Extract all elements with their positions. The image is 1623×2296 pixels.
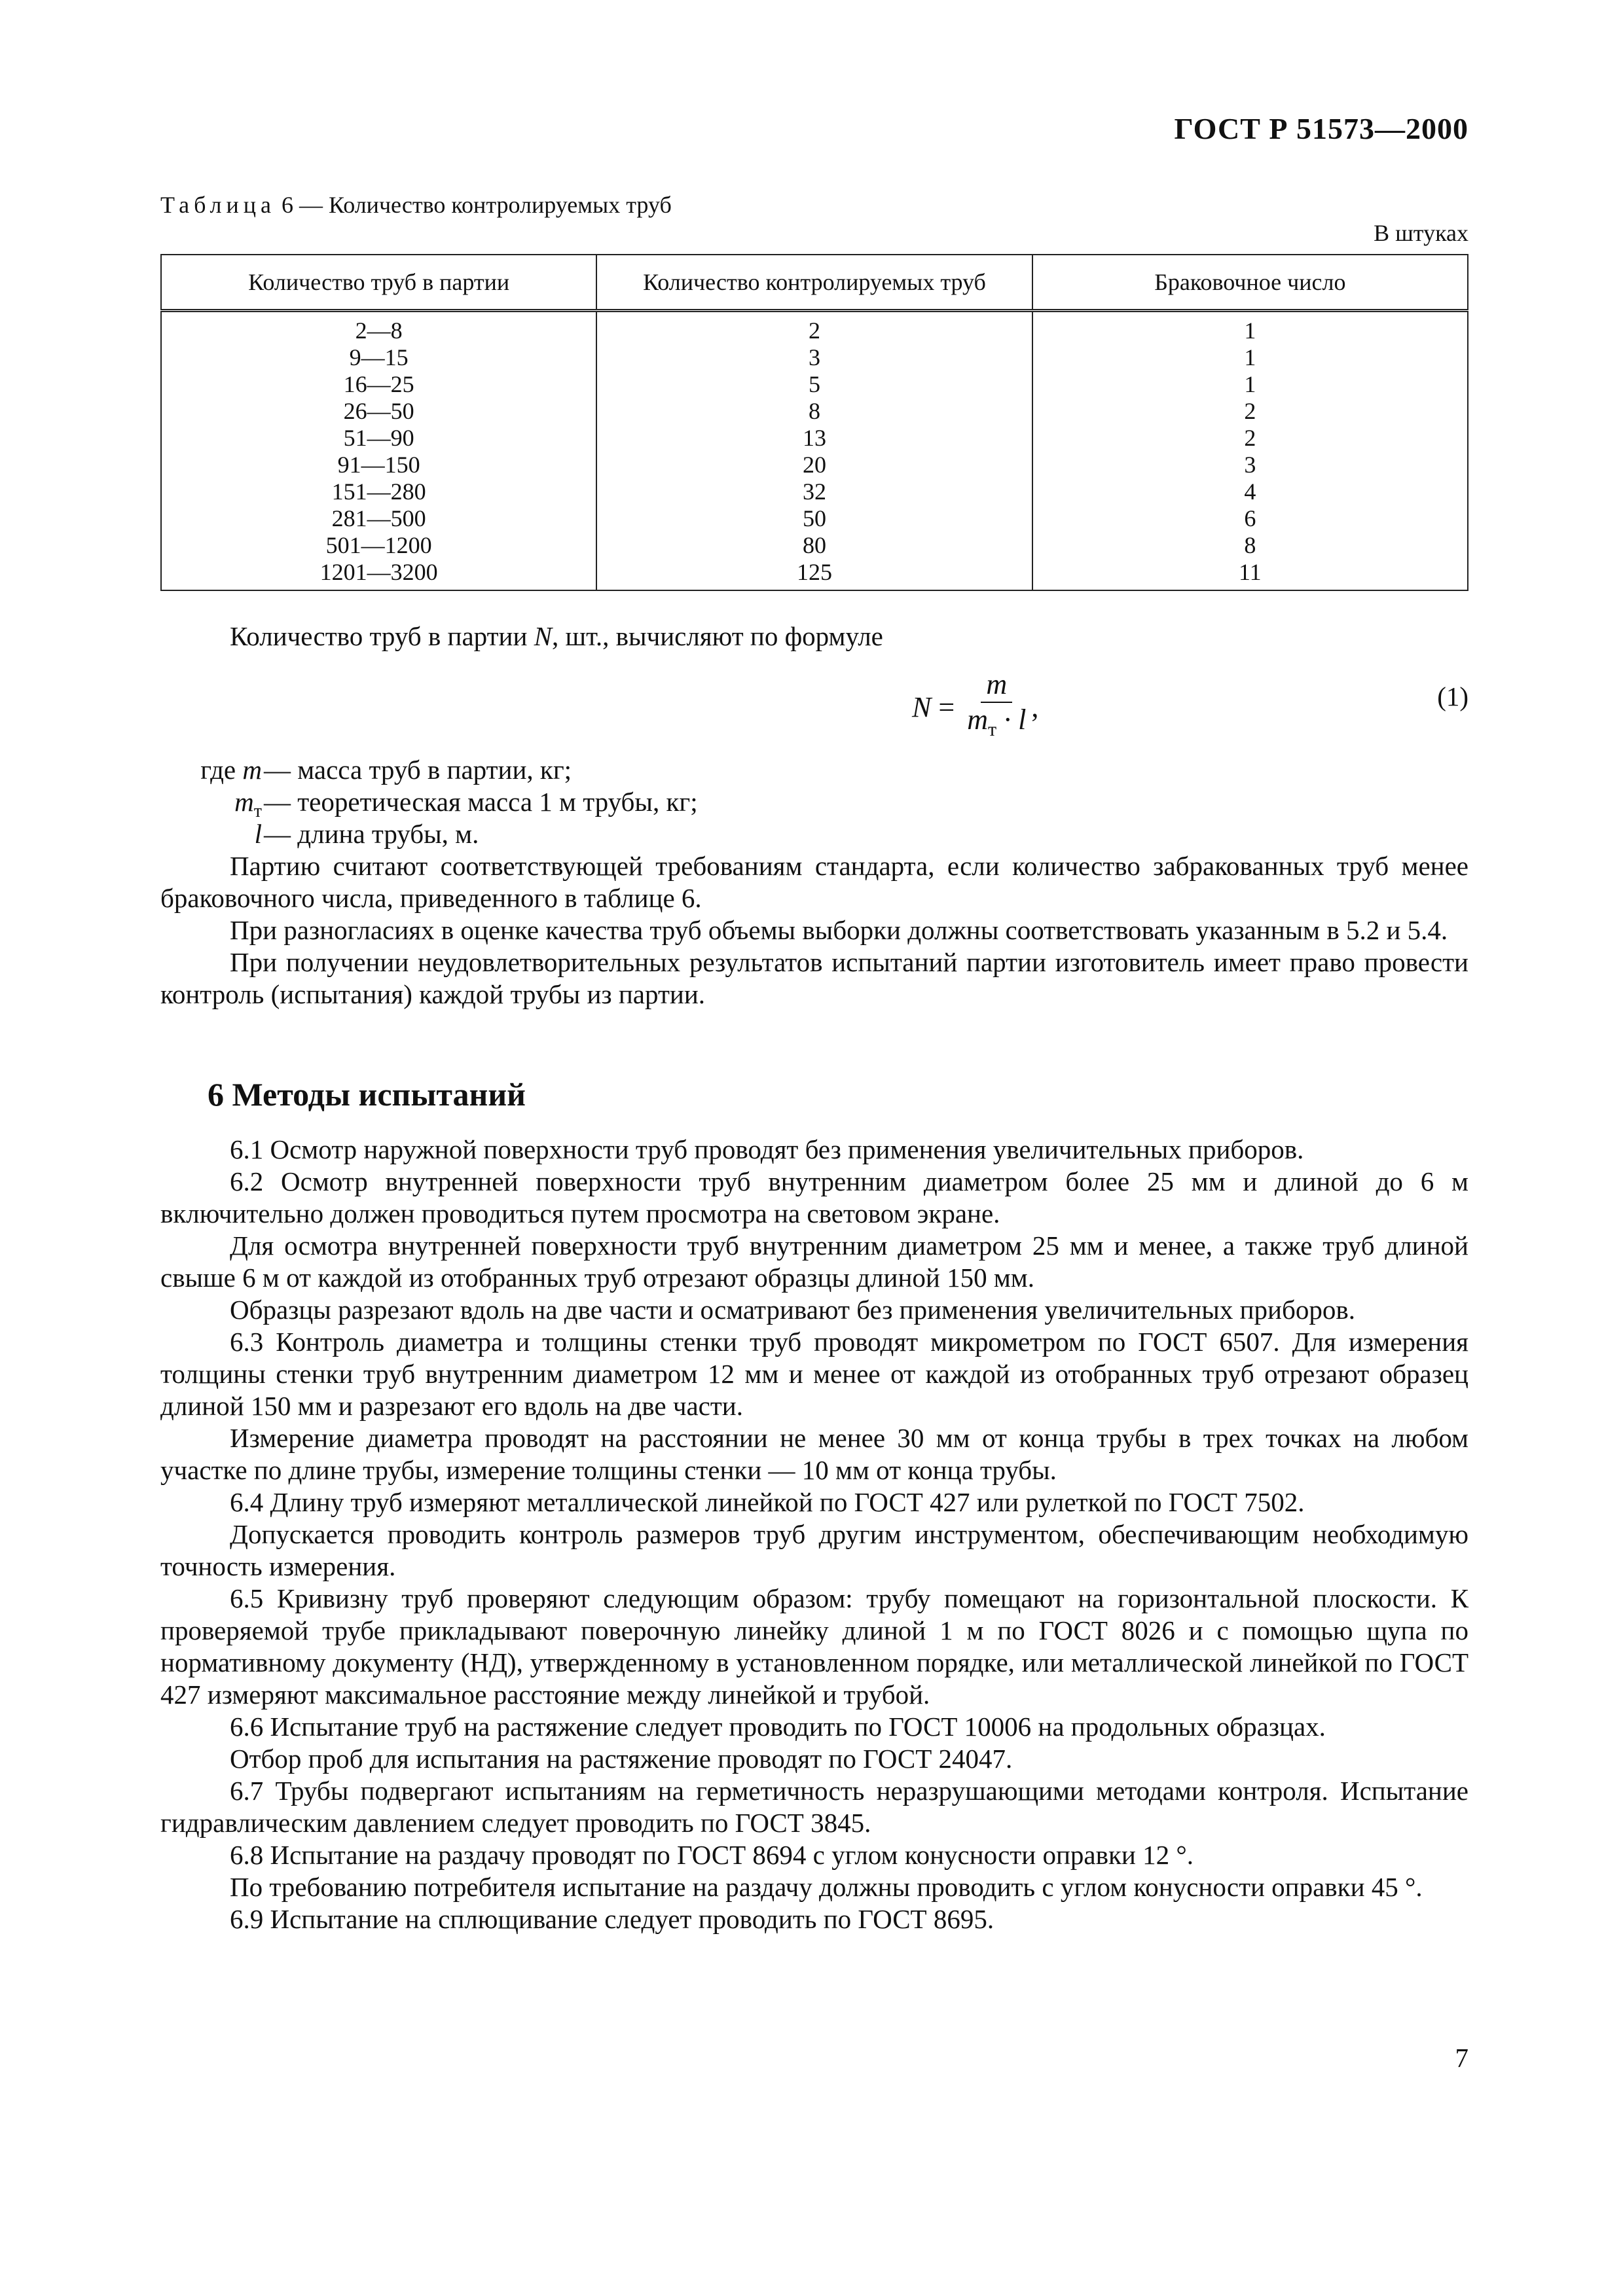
- paragraph: Измерение диаметра проводят на расстоянии не менее 30 мм от конца трубы в трех точках на любом участке по длине трубы, измерение толщины стенки — 10 мм от конца трубы.: [160, 1423, 1468, 1485]
- legend-symbol: m: [242, 755, 262, 785]
- column-header: Браковочное число: [1032, 255, 1468, 311]
- table-row: [161, 559, 1468, 590]
- table-cell: [596, 371, 1032, 398]
- table-cell-value: 50: [802, 505, 826, 531]
- table-cell: [161, 505, 596, 532]
- table-cell-value: 281—500: [331, 505, 426, 531]
- table-cell: [1032, 478, 1468, 505]
- formula-fraction: [967, 668, 1026, 747]
- table-cell: [596, 478, 1032, 505]
- legend-symbol: m: [234, 787, 254, 817]
- table-row: [161, 505, 1468, 532]
- formula-expression: [912, 668, 1038, 747]
- paragraph: 6.7 Трубы подвергают испытаниям на герметичность неразрушающими методами контроля. Испытание гидравлическим давлением следует проводить по ГОСТ 3845.: [160, 1776, 1468, 1838]
- table-cell: [1032, 311, 1468, 345]
- table-cell-value: 20: [802, 452, 826, 478]
- denominator-var: m: [967, 704, 988, 736]
- table-caption-word: Таблица: [160, 192, 276, 218]
- formula-intro-variable: N: [534, 621, 553, 651]
- table-cell: [161, 371, 596, 398]
- document-code: ГОСТ Р 51573—2000: [1174, 112, 1468, 145]
- table-row: [161, 478, 1468, 505]
- table-cell: [1032, 559, 1468, 590]
- table-cell-value: 26—50: [343, 398, 414, 424]
- denominator-rest: · l: [996, 704, 1027, 736]
- table-cell-value: 9—15: [349, 344, 409, 370]
- table-cell-value: 2: [1244, 425, 1256, 451]
- table-row: [161, 425, 1468, 452]
- table-row: [161, 344, 1468, 371]
- formula-equals: =: [931, 691, 962, 723]
- table-cell-value: 8: [1244, 532, 1256, 558]
- formula-numerator: m: [981, 668, 1012, 703]
- table-cell: [161, 344, 596, 371]
- table-row: [161, 532, 1468, 559]
- table-cell-value: 2: [808, 317, 820, 344]
- legend-definition: — длина трубы, м.: [264, 819, 479, 849]
- paragraph: 6.8 Испытание на раздачу проводят по ГОСТ 8694 с углом конусности оправки 12 °.: [230, 1840, 1194, 1870]
- formula-number: (1): [1437, 681, 1468, 711]
- table-cell-value: 80: [802, 532, 826, 558]
- column-header: Количество труб в партии: [161, 255, 596, 311]
- legend-symbol: l: [254, 819, 262, 849]
- table-cell-value: 1: [1244, 317, 1256, 344]
- table-cell: [161, 452, 596, 478]
- table-cell: [1032, 398, 1468, 425]
- table-caption: [160, 191, 672, 219]
- denominator-sub: т: [987, 718, 997, 740]
- legend-definition: — масса труб в партии, кг;: [264, 755, 572, 785]
- table-cell: [596, 425, 1032, 452]
- legend-symbol-sub: т: [253, 801, 262, 822]
- table-cell-value: 6: [1244, 505, 1256, 531]
- table-cell-value: 91—150: [337, 452, 420, 478]
- paragraph: 6.6 Испытание труб на растяжение следует проводить по ГОСТ 10006 на продольных образцах.: [230, 1712, 1326, 1742]
- table-cell: [161, 532, 596, 559]
- formula-intro: [160, 620, 1468, 653]
- section-title: 6 Методы испытаний: [208, 1076, 526, 1113]
- paragraph: 6.5 Кривизну труб проверяют следующим образом: трубу помещают на горизонтальной плоскости. К проверяемой трубе прикладывают поверочную линейку длиной 1 м по ГОСТ 8026 и с помощью щупа по нормативному документу (НД), утвержденному в установленном порядке, или металлической линейкой по ГОСТ 427 измеряют максимальное расстояние между линейкой и трубой.: [160, 1583, 1468, 1710]
- table-cell: [1032, 505, 1468, 532]
- column-header: Количество контролируемых труб: [596, 255, 1032, 311]
- table-cell-value: 125: [796, 559, 832, 585]
- table-cell-value: 1201—3200: [319, 559, 438, 585]
- table-cell: [596, 398, 1032, 425]
- table-cell-value: 4: [1244, 478, 1256, 505]
- table-cell: [1032, 425, 1468, 452]
- table-cell: [161, 398, 596, 425]
- formula-intro-text: Количество труб в партии: [230, 621, 534, 651]
- formula-denominator: [967, 703, 1026, 747]
- table-cell: [161, 425, 596, 452]
- legend-prefix: где: [200, 755, 243, 785]
- table-caption-title: 6 — Количество контролируемых труб: [281, 192, 672, 218]
- table-cell: [1032, 532, 1468, 559]
- table-cell-value: 3: [1244, 452, 1256, 478]
- formula-trailing-comma: ,: [1031, 691, 1039, 723]
- table-cell: [596, 311, 1032, 345]
- table-cell-value: 2: [1244, 398, 1256, 424]
- table-cell: [596, 452, 1032, 478]
- table-cell: [161, 559, 596, 590]
- table-cell-value: 11: [1239, 559, 1262, 585]
- table-cell-value: 5: [808, 371, 820, 397]
- paragraph: При разногласиях в оценке качества труб объемы выборки должны соответствовать указанным в 5.2 и 5.4.: [230, 915, 1448, 945]
- table-cell-value: 3: [808, 344, 820, 370]
- table-row: [161, 452, 1468, 478]
- paragraph: При получении неудовлетворительных результатов испытаний партии изготовитель имеет право провести контроль (испытания) каждой трубы из партии.: [160, 947, 1468, 1009]
- paragraph: 6.4 Длину труб измеряют металлической линейкой по ГОСТ 427 или рулеткой по ГОСТ 7502.: [230, 1487, 1305, 1517]
- table-cell: [596, 559, 1032, 590]
- paragraph: По требованию потребителя испытание на раздачу должны проводить с углом конусности оправки 45 °.: [230, 1872, 1423, 1902]
- formula-lhs: N: [912, 691, 932, 723]
- table-row: [161, 371, 1468, 398]
- table-cell: [596, 532, 1032, 559]
- paragraph: Образцы разрезают вдоль на две части и осматривают без применения увеличительных приборов.: [230, 1295, 1355, 1325]
- table-unit: В штуках: [1374, 220, 1468, 246]
- paragraph: 6.3 Контроль диаметра и толщины стенки труб проводят микрометром по ГОСТ 6507. Для измерения толщины стенки труб внутренним диаметром 12 мм и менее от каждой из отобранных труб отрезают образец длиной 150 мм и разрезают его вдоль на две части.: [160, 1327, 1468, 1421]
- table-cell: [1032, 371, 1468, 398]
- paragraph: Допускается проводить контроль размеров труб другим инструментом, обеспечивающим необходимую точность измерения.: [160, 1519, 1468, 1581]
- pipes-control-table: [160, 254, 1468, 591]
- table-cell-value: 1: [1244, 344, 1256, 370]
- table-cell-value: 1: [1244, 371, 1256, 397]
- formula-1: [160, 668, 1468, 746]
- table-cell: [596, 344, 1032, 371]
- page-number: 7: [1455, 2043, 1468, 2073]
- table-cell-value: 51—90: [343, 425, 414, 451]
- table-row: [161, 311, 1468, 345]
- table-cell: [1032, 344, 1468, 371]
- table-cell-value: 16—25: [343, 371, 414, 397]
- paragraph: Для осмотра внутренней поверхности труб внутренним диаметром 25 мм и менее, а также труб длиной свыше 6 м от каждой из отобранных труб отрезают образцы длиной 150 мм.: [160, 1230, 1468, 1293]
- table-cell-value: 501—1200: [325, 532, 432, 558]
- legend-definition: — теоретическая масса 1 м трубы, кг;: [264, 787, 698, 817]
- table-cell-value: 32: [802, 478, 826, 505]
- table-cell: [161, 478, 596, 505]
- paragraphs-before-section: [160, 850, 1468, 1011]
- paragraph: 6.1 Осмотр наружной поверхности труб проводят без применения увеличительных приборов.: [230, 1134, 1304, 1164]
- table-cell-value: 151—280: [331, 478, 426, 505]
- paragraph: Партию считают соответствующей требованиям стандарта, если количество забракованных труб менее браковочного числа, приведенного в таблице 6.: [160, 851, 1468, 913]
- table-cell-value: 2—8: [355, 317, 403, 344]
- table-cell-value: 13: [802, 425, 826, 451]
- table-row: [161, 398, 1468, 425]
- paragraph: Отбор проб для испытания на растяжение проводят по ГОСТ 24047.: [230, 1744, 1013, 1774]
- table-header-row: [161, 255, 1468, 311]
- table-cell: [161, 311, 596, 345]
- paragraph: 6.2 Осмотр внутренней поверхности труб внутренним диаметром более 25 мм и длиной до 6 м включительно должен проводиться путем просмотра на световом экране.: [160, 1166, 1468, 1229]
- paragraph: 6.9 Испытание на сплющивание следует проводить по ГОСТ 8695.: [230, 1904, 994, 1934]
- table-cell: [596, 505, 1032, 532]
- formula-intro-text-end: , шт., вычисляют по формуле: [552, 621, 883, 651]
- table-body: [161, 311, 1468, 591]
- section-body: [160, 1134, 1468, 1935]
- table-cell: [1032, 452, 1468, 478]
- table-cell-value: 8: [808, 398, 820, 424]
